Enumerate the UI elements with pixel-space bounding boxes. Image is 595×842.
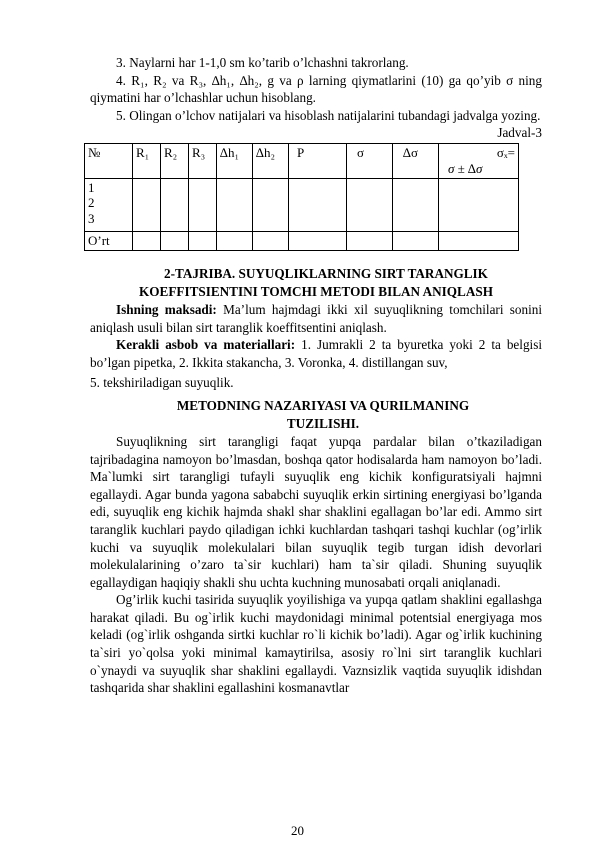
theory-paragraph-1: Suyuqlikning sirt tarangligi faqat yupqa pardalar bilan o’tkaziladigan tajribadagina namoyon bo’lmasdan, boshqa qator hodisalarda ham namoyon bo’ladi. Ma`lumki sirt tarangligi tufayli suyuqlik eng kichik konfiguratsiyali hajmni egallaydi. Agar bunda yagona sababchi suyuqlik erkin sirtining energiyasi bo’lganda edi, suyuqlik eng kichik hajmda shakl shar shaklini egallagan bo’lar edi. Ammo sirt taranglik kuchlari paydo qiladigan ichki kuchlardan tashqari tashqi kuchlar (og’irlik kuchi va suyuqlik molekulalari bilan suyuqlik tegib turgan idish devorlari molekulalarining o’zaro ta`sir kuchlari) ham ta`sir qiladi. Shuning suyuqlik egallaydigan haqiqiy shakli shu uchta kuchning munosabati orqali aniqlanadi. bbox=[90, 433, 542, 590]
row-number-1: 1 bbox=[88, 179, 95, 195]
table-caption: Jadval-3 bbox=[497, 125, 542, 141]
table-cell bbox=[439, 178, 519, 231]
table-cell bbox=[253, 178, 289, 231]
section-title-line2: KOEFFITSIENTINI TOMCHI METODI BILAN ANIQLASH bbox=[139, 283, 493, 299]
table-footer-row bbox=[85, 231, 519, 250]
header-r1: R₁ bbox=[133, 143, 161, 178]
results-table bbox=[84, 143, 519, 251]
aim-text: Ma’lum hajmdagi ikki xil suyuqlikning tomchilari sonini aniqlash usuli bilan sirt taranglik koeffitsentini aniqlash. bbox=[90, 301, 542, 335]
table-header-row bbox=[85, 143, 519, 178]
table-cell bbox=[133, 231, 161, 250]
table-cell bbox=[393, 231, 439, 250]
table-cell bbox=[189, 178, 217, 231]
header-number: № bbox=[85, 143, 133, 178]
header-sigma-pm: σ ± ∆σ bbox=[448, 160, 483, 176]
step-4: 4. R₁, R₂ va R₃, ∆h₁, ∆h₂, g va ρ larning qiymatlarini (10) ga qo’yib σ ning qiymatini har o’lchashlar uchun hisoblang. bbox=[90, 72, 542, 106]
header-r3: R₃ bbox=[189, 143, 217, 178]
page-number: 20 bbox=[291, 823, 304, 838]
document-page bbox=[90, 54, 542, 697]
header-delta-sigma: ∆σ bbox=[393, 143, 439, 178]
header-sigma: σ bbox=[347, 143, 393, 178]
header-dh2: ∆h₂ bbox=[253, 143, 289, 178]
table-cell bbox=[289, 231, 347, 250]
header-sigma-x bbox=[439, 143, 519, 178]
equipment-text-2: 5. tekshiriladigan suyuqlik. bbox=[90, 375, 234, 391]
table-cell bbox=[161, 178, 189, 231]
table-cell bbox=[133, 178, 161, 231]
table-cell bbox=[189, 231, 217, 250]
table-cell bbox=[347, 178, 393, 231]
header-r2: R₂ bbox=[161, 143, 189, 178]
table-cell bbox=[439, 231, 519, 250]
step-3: 3. Naylarni har 1-1,0 sm ko’tarib o’lchashni takrorlang. bbox=[116, 55, 409, 70]
row-number-3: 3 bbox=[88, 210, 95, 226]
aim-paragraph bbox=[90, 301, 542, 336]
footer-label: O’rt bbox=[85, 231, 133, 250]
equipment-label: Kerakli asbob va materiallari: bbox=[116, 337, 296, 353]
theory-title-line1: METODNING NAZARIYASI VA QURILMANING bbox=[176, 397, 470, 413]
table-cell bbox=[289, 178, 347, 231]
equipment-text: 1. Jumrakli 2 ta byuretka yoki 2 ta belgisi bo’lgan pipetka, 2. Ikkita stakancha, 3. Voronka, 4. distillangan suv, bbox=[90, 337, 542, 370]
equipment-paragraph bbox=[90, 336, 542, 371]
aim-label: Ishning maksadi: bbox=[116, 301, 217, 317]
table-cell bbox=[347, 231, 393, 250]
header-dh1: ∆h₁ bbox=[217, 143, 253, 178]
header-sigma-x-label: σₓ= bbox=[496, 144, 515, 160]
table-cell bbox=[217, 231, 253, 250]
header-p: P bbox=[289, 143, 347, 178]
section-title-line1: 2-TAJRIBA. SUYUQLIKLARNING SIRT TARANGLIK bbox=[164, 265, 488, 281]
row-number-2: 2 bbox=[88, 195, 95, 211]
theory-title-line2: TUZILISHI. bbox=[286, 415, 360, 431]
step-5: 5. Olingan o’lchov natijalari va hisoblash natijalarini tubandagi jadvalga yozing. bbox=[116, 107, 541, 123]
table-cell bbox=[393, 178, 439, 231]
table-cell bbox=[253, 231, 289, 250]
table-cell bbox=[161, 231, 189, 250]
table-row bbox=[85, 178, 519, 231]
table-cell bbox=[217, 178, 253, 231]
theory-paragraph-2: Og’irlik kuchi tasirida suyuqlik yoyilishiga va yupqa qatlam shaklini egallashga harakat qiladi. Bu og`irlik kuchi maydonidagi minimal potentsial energiyaga mos keladi (og`irlik oshganda sirtki kuchlar ro`li kichik bo’ladi). Agar og`irlik kuchining ta`siri yo`qolsa yoki minimal kamaytirilsa, asosiy ro`lni sirt taranglik kuchlari o`ynaydi va suyuqlik shar shaklini egallaydi. Vaznsizlik vaqtida suyuqlik idishdan tashqarida shar shaklini egallashini kosmanavtlar bbox=[90, 592, 542, 696]
row-numbers bbox=[85, 178, 133, 231]
